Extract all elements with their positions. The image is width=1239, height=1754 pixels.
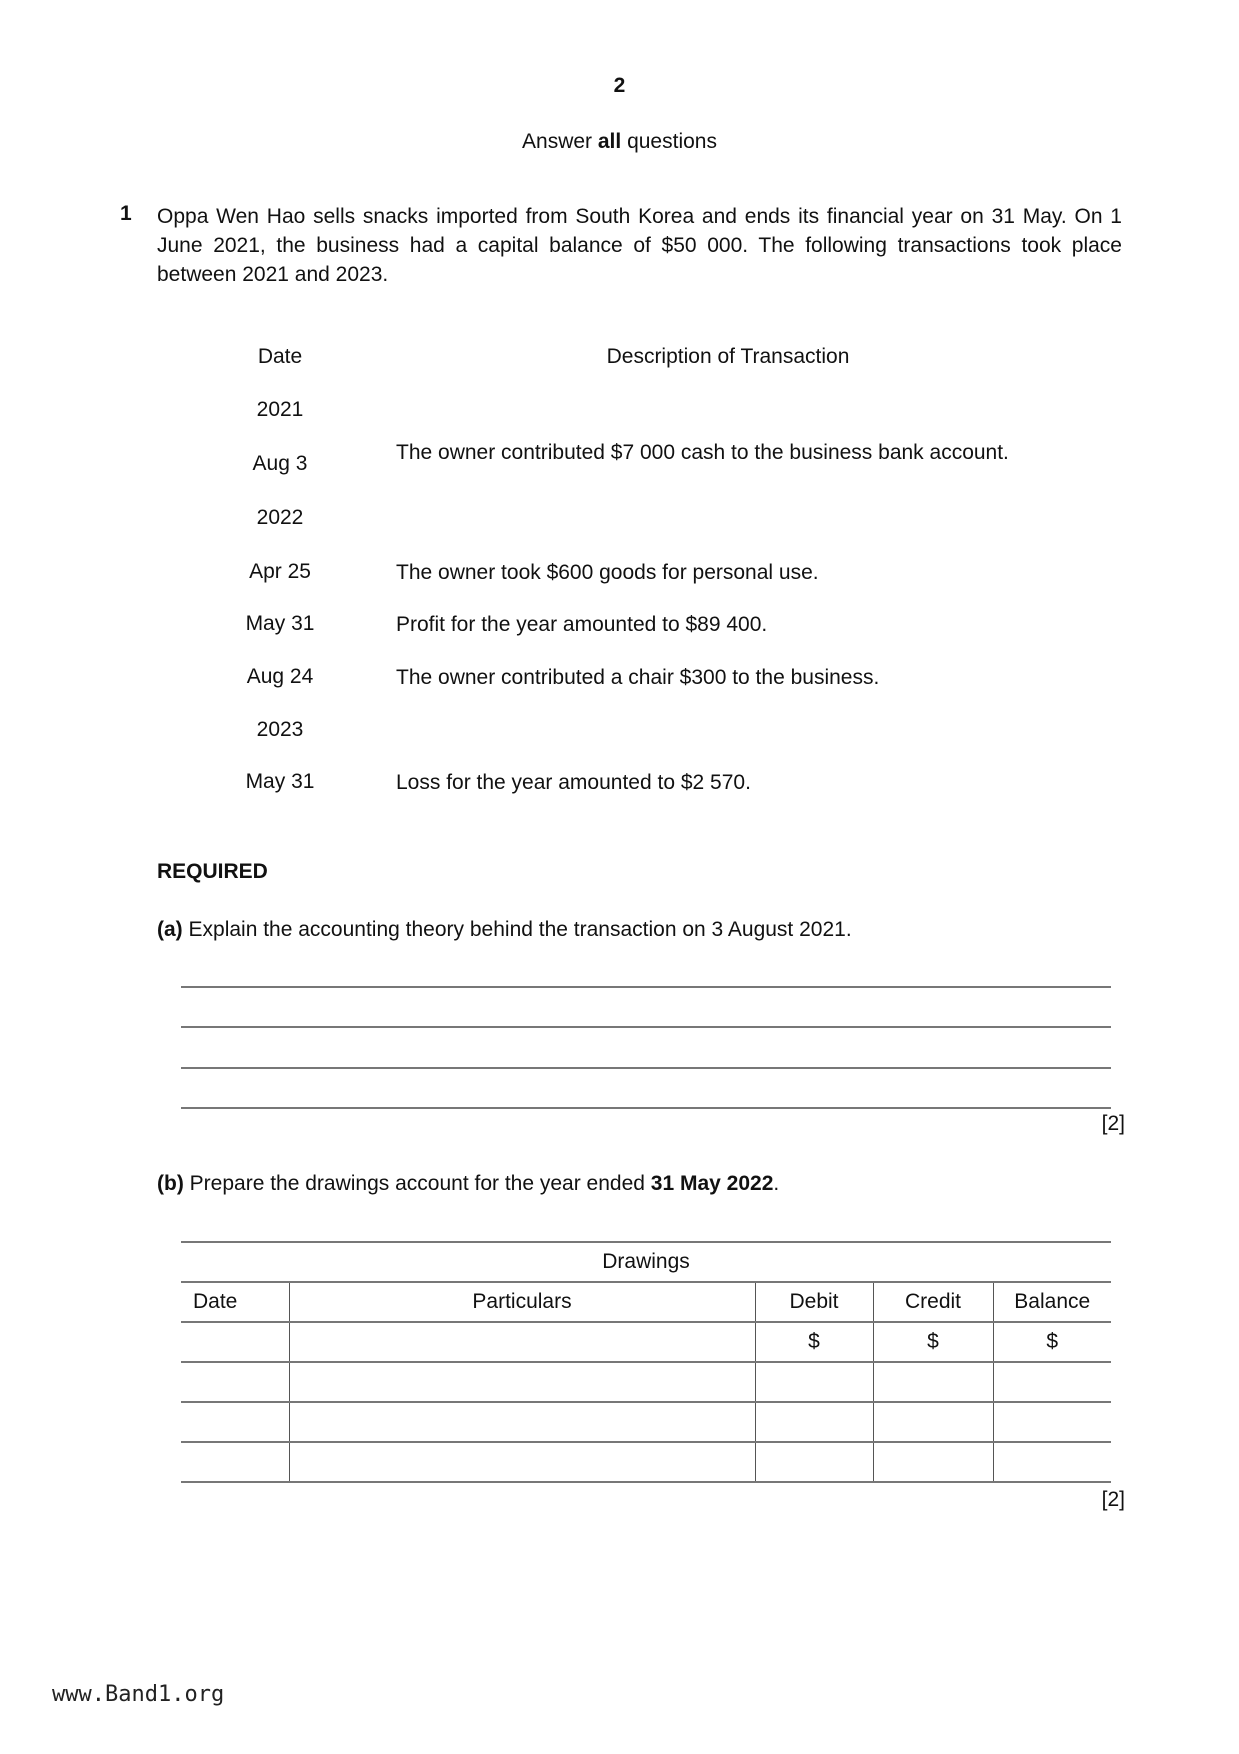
tx-row-description: Profit for the year amounted to $89 400. [396,613,768,636]
ledger-header-debit: Debit [755,1282,873,1322]
ledger-cell-credit[interactable] [873,1402,993,1442]
ledger-currency-row [181,1322,1111,1362]
tx-row-date: 2023 [256,718,304,741]
tx-row-description: The owner contributed a chair $300 to the business. [396,666,880,689]
ledger-header-particulars: Particulars [289,1282,755,1322]
ledger-cell-date[interactable] [181,1362,289,1402]
ledger-header-balance: Balance [993,1282,1111,1322]
part-b-text-bold: 31 May 2022 [650,1172,774,1195]
page-number: 2 [613,74,626,97]
ledger-cell-balance[interactable] [993,1362,1111,1402]
part-a-marks: [2] [1101,1112,1125,1135]
ledger-cell-particulars[interactable] [289,1442,755,1482]
tx-row-date: May 31 [245,770,315,793]
tx-row-date: Apr 25 [249,560,311,583]
ledger-cell-credit[interactable]: $ [873,1322,993,1362]
part-b-label: (b) [157,1172,184,1195]
tx-row-date: Aug 3 [252,452,308,475]
ledger-cell-balance[interactable] [993,1402,1111,1442]
ledger-header-date: Date [181,1282,289,1322]
tx-row-description: Loss for the year amounted to $2 570. [396,771,751,794]
part-b-text-suffix: . [773,1172,780,1195]
tx-row-date: May 31 [245,612,315,635]
tx-header-date: Date [257,345,303,368]
ledger-cell-date[interactable] [181,1402,289,1442]
ledger-cell-particulars[interactable] [289,1322,755,1362]
ledger-row [181,1442,1111,1482]
part-b-text: Prepare the drawings account for the year ended [189,1172,651,1195]
ledger-cell-credit[interactable] [873,1442,993,1482]
answer-line[interactable] [181,1107,1111,1109]
question-intro: Oppa Wen Hao sells snacks imported from South Korea and ends its financial year on 31 May. On 1 June 2021, the business had a capital balance of $50 000. The following transactions took place between 2021 and 2023. [157,205,1122,286]
part-a-prompt [157,918,852,942]
part-b-marks: [2] [1101,1488,1125,1511]
drawings-ledger [181,1241,1111,1483]
instruction [0,130,1239,154]
tx-row-description: The owner contributed $7 000 cash to the business bank account. [396,441,1009,464]
tx-row-date: 2021 [256,398,304,421]
part-b-prompt [157,1172,779,1196]
instruction-suffix: questions [621,130,717,153]
tx-row-date: 2022 [256,506,304,529]
ledger-cell-debit[interactable]: $ [755,1322,873,1362]
tx-row-description: The owner took $600 goods for personal use. [396,561,819,584]
ledger-cell-particulars[interactable] [289,1402,755,1442]
ledger-cell-date[interactable] [181,1442,289,1482]
answer-line[interactable] [181,986,1111,988]
ledger-header-row [181,1282,1111,1322]
part-a-text: Explain the accounting theory behind the transaction on 3 August 2021. [188,918,852,941]
required-heading: REQUIRED [157,860,268,883]
answer-line[interactable] [181,1067,1111,1069]
instruction-bold: all [597,130,622,153]
ledger-cell-credit[interactable] [873,1362,993,1402]
ledger-cell-date[interactable] [181,1322,289,1362]
tx-row-date: Aug 24 [246,665,314,688]
ledger-cell-balance[interactable]: $ [993,1322,1111,1362]
ledger-row [181,1362,1111,1402]
question-number: 1 [120,202,132,225]
ledger-cell-debit[interactable] [755,1442,873,1482]
ledger-header-credit: Credit [873,1282,993,1322]
ledger-cell-particulars[interactable] [289,1362,755,1402]
answer-line[interactable] [181,1026,1111,1028]
ledger-cell-balance[interactable] [993,1442,1111,1482]
part-a-label: (a) [157,918,183,941]
tx-header-description: Description of Transaction [606,345,850,368]
ledger-title: Drawings [181,1242,1111,1282]
instruction-prefix: Answer [522,130,598,153]
ledger-cell-debit[interactable] [755,1362,873,1402]
ledger-cell-debit[interactable] [755,1402,873,1442]
ledger-row [181,1402,1111,1442]
footer-url: www.Band1.org [52,1682,225,1707]
